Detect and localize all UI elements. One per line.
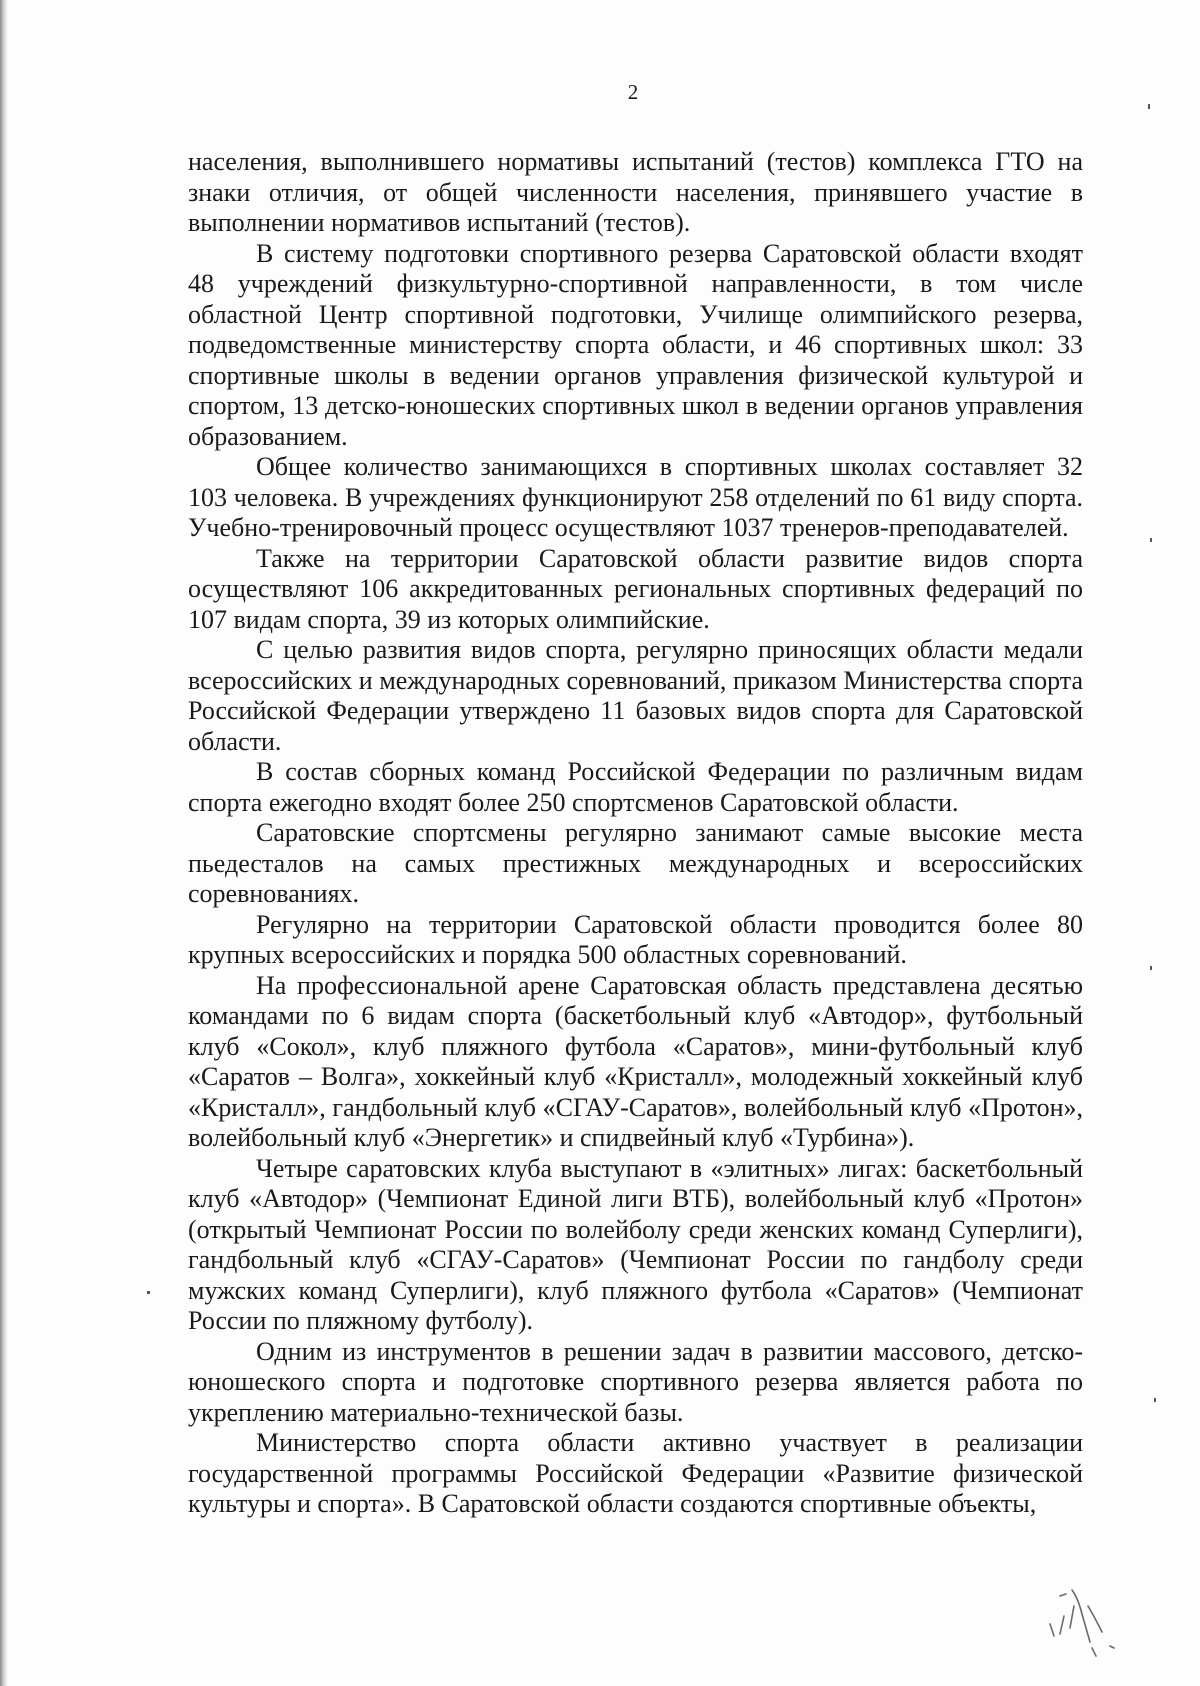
ink-stroke-mark — [1030, 1576, 1140, 1666]
scan-edge-shadow — [0, 0, 8, 1686]
paragraph-11: Одним из инструментов в решении задач в развитии массового, детско-юношеского спорта и подготовке спортивного резерва является работа по укреплению материально-технической базы. — [188, 1336, 1083, 1427]
body-text — [188, 147, 1083, 1520]
scan-speck — [1154, 1398, 1156, 1402]
scan-speck — [147, 1291, 150, 1294]
paragraph-3: Общее количество занимающихся в спортивных школах составляет 32 103 человека. В учреждениях функционируют 258 отделений по 61 виду спорта. Учебно-тренировочный процесс осуществляют 1037 тренеров-преподавателей. — [188, 452, 1083, 542]
scan-speck — [1148, 104, 1150, 109]
paragraph-4: Также на территории Саратовской области развитие видов спорта осуществляют 106 аккредитованных региональных спортивных федераций по 107 видам спорта, 39 из которых олимпийские. — [188, 543, 1083, 634]
paragraph-12: Министерство спорта области активно участвует в реализации государственной программы Российской Федерации «Развитие физической культуры и спорта». В Саратовской области создаются спортивные объекты, — [188, 1428, 1083, 1518]
paragraph-8: Регулярно на территории Саратовской области проводится более 80 крупных всероссийских и порядка 500 областных соревнований. — [188, 909, 1083, 969]
paragraph-9: На профессиональной арене Саратовская область представлена десятью командами по 6 видам спорта (баскетбольный клуб «Автодор», футбольный клуб «Сокол», клуб пляжного футбола «Саратов», мини-футбольный клуб «Саратов – Волга», хоккейный клуб «Кристалл», молодежный хоккейный клуб «Кристалл», гандбольный клуб «СГАУ-Саратов», волейбольный клуб «Протон», волейбольный клуб «Энергетик» и спидвейный клуб «Турбина»). — [188, 970, 1083, 1152]
page-number: 2 — [627, 80, 639, 104]
paragraph-1: населения, выполнившего нормативы испытаний (тестов) комплекса ГТО на знаки отличия, от общей численности населения, принявшего участие в выполнении нормативов испытаний (тестов). — [188, 147, 1083, 237]
paragraph-10: Четыре саратовских клуба выступают в «элитных» лигах: баскетбольный клуб «Автодор» (Чемпионат Единой лиги ВТБ), волейбольный клуб «Протон» (открытый Чемпионат России по волейболу среди женских команд Суперлиги), гандбольный клуб «СГАУ-Саратов» (Чемпионат России по гандболу среди мужских команд Суперлиги), клуб пляжного футбола «Саратов» (Чемпионат России по пляжному футболу). — [188, 1153, 1083, 1335]
paragraph-5: С целью развития видов спорта, регулярно приносящих области медали всероссийских и международных соревнований, приказом Министерства спорта Российской Федерации утверждено 11 базовых видов спорта для Саратовской области. — [188, 635, 1083, 756]
paragraph-7: Саратовские спортсмены регулярно занимают самые высокие места пьедесталов на самых престижных международных и всероссийских соревнованиях. — [188, 818, 1083, 908]
paragraph-6: В состав сборных команд Российской Федерации по различным видам спорта ежегодно входят более 250 спортсменов Саратовской области. — [188, 757, 1083, 817]
scan-speck — [1150, 538, 1152, 542]
paragraph-2: В систему подготовки спортивного резерва Саратовской области входят 48 учреждений физкультурно-спортивной направленности, в том числе областной Центр спортивной подготовки, Училище олимпийского резерва, подведомственные министерству спорта области, и 46 спортивных школ: 33 спортивные школы в ведении органов управления физической культурой и спортом, 13 детско-юношеских спортивных школ в ведении органов управления образованием. — [188, 238, 1083, 451]
scan-speck — [1150, 966, 1152, 970]
